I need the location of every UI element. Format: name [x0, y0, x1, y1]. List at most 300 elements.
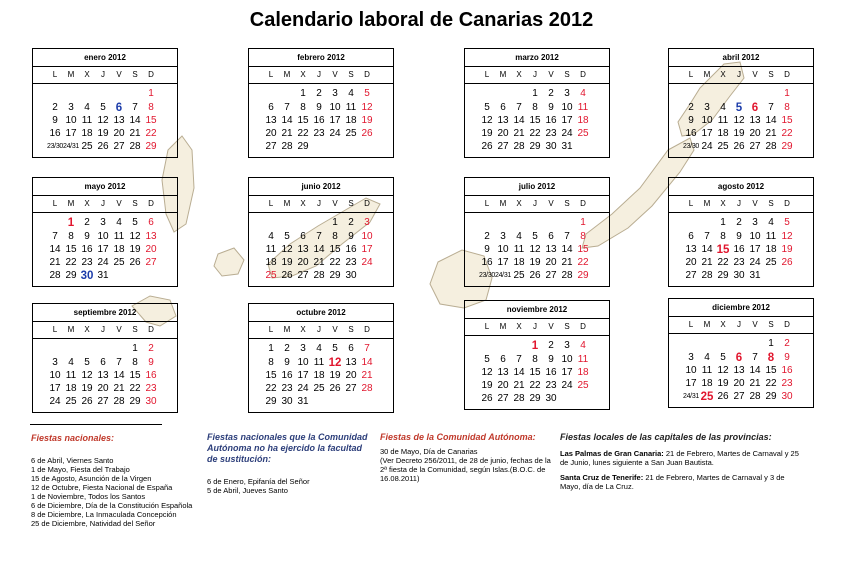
- month-calendar: [464, 48, 610, 158]
- weekday-header: L: [52, 70, 58, 79]
- day-cell: 3: [52, 357, 58, 368]
- island-la-gomera: [214, 248, 244, 276]
- weekday-header: D: [364, 70, 370, 79]
- day-cell: 27: [297, 270, 309, 281]
- day-cell: 26: [329, 383, 341, 394]
- day-cell: 4: [268, 231, 274, 242]
- day-cell: 22: [265, 383, 277, 394]
- fiestas-locales-las-palmas: [560, 449, 806, 467]
- day-cell: 29: [65, 270, 77, 281]
- day-cell: 20: [545, 257, 557, 268]
- day-cell: 6: [500, 354, 506, 365]
- day-cell: 19: [81, 383, 93, 394]
- day-cell: 26: [481, 393, 493, 404]
- day-cell: 29: [717, 270, 729, 281]
- weekday-header: D: [580, 70, 586, 79]
- weekday-header: J: [533, 199, 537, 208]
- day-cell: 7: [284, 102, 290, 113]
- day-cell: 1: [768, 338, 774, 349]
- day-cell: 4: [316, 343, 322, 354]
- days-grid: [249, 213, 393, 288]
- day-cell: 11: [577, 354, 589, 365]
- holiday-item: 6 de Diciembre, Día de la Constitución Española: [31, 501, 193, 510]
- day-cell: 15: [577, 244, 589, 255]
- day-cell: 17: [701, 128, 713, 139]
- day-cell: 12: [129, 231, 141, 242]
- day-cell: 27: [97, 396, 109, 407]
- day-cell: 10: [685, 365, 697, 376]
- day-cell: 12: [481, 115, 493, 126]
- day-cell: 8: [132, 357, 138, 368]
- day-cell: 3: [68, 102, 74, 113]
- day-cell: 1: [300, 88, 306, 99]
- day-cell: 17: [749, 244, 761, 255]
- day-cell: 6: [300, 231, 306, 242]
- weekday-header: X: [720, 70, 726, 79]
- day-cell: 11: [65, 370, 77, 381]
- fiestas-autonoma: [380, 432, 552, 483]
- day-cell: 26: [717, 391, 729, 402]
- day-cell: 7: [752, 352, 758, 363]
- day-cell: 22: [329, 257, 341, 268]
- weekday-header: D: [364, 199, 370, 208]
- day-cell: 5: [735, 102, 743, 114]
- days-grid: [249, 339, 393, 414]
- day-cell: 11: [113, 231, 125, 242]
- day-cell: 24: [49, 396, 61, 407]
- day-cell: 21: [513, 128, 525, 139]
- day-cell: 24: [701, 141, 713, 152]
- day-cell: 16: [145, 370, 157, 381]
- day-cell: 17: [561, 367, 573, 378]
- month-calendar: [464, 177, 610, 287]
- day-cell: 27: [145, 257, 157, 268]
- day-cell: 26: [361, 128, 373, 139]
- day-cell: 21: [49, 257, 61, 268]
- day-cell: 11: [81, 115, 93, 126]
- month-calendar: [464, 300, 610, 410]
- day-cell: 26: [781, 257, 793, 268]
- day-cell: 18: [65, 383, 77, 394]
- day-cell: 15: [716, 244, 730, 256]
- day-cell: 4: [516, 231, 522, 242]
- fiestas-nacionales: [31, 433, 201, 528]
- day-cell: 26: [733, 141, 745, 152]
- day-cell: 29: [297, 141, 309, 152]
- day-cell: 17: [329, 115, 341, 126]
- day-cell: 4: [348, 88, 354, 99]
- day-cell: 30: [733, 270, 745, 281]
- day-cell: 16: [49, 128, 61, 139]
- day-cell: 9: [284, 357, 290, 368]
- holiday-item: 15 de Agosto, Asunción de la Virgen: [31, 474, 152, 483]
- day-cell: 20: [145, 244, 157, 255]
- weekday-header: M: [67, 70, 75, 79]
- day-cell: 10: [49, 370, 61, 381]
- santa-cruz-text: 21 de Febrero, Martes de Carnaval y 3 de Mayo, día de La Cruz.: [560, 473, 785, 491]
- day-cell: 9: [148, 357, 154, 368]
- day-cell: 3: [704, 102, 710, 113]
- weekday-header: J: [101, 325, 105, 334]
- day-cell: 19: [781, 244, 793, 255]
- day-cell: 16: [781, 365, 793, 376]
- day-cell: 8: [532, 354, 538, 365]
- weekday-header: L: [268, 325, 274, 334]
- weekday-header: M: [283, 325, 291, 334]
- day-cell: 7: [516, 354, 522, 365]
- day-cell: 10: [297, 357, 309, 368]
- day-cell: 2: [736, 217, 742, 228]
- day-cell: 3: [752, 217, 758, 228]
- day-cell: 25: [113, 257, 125, 268]
- weekday-header: S: [348, 325, 354, 334]
- divider: [30, 424, 162, 425]
- days-grid: [465, 213, 609, 288]
- month-calendar: [248, 177, 394, 287]
- day-cell: 3: [100, 217, 106, 228]
- day-cell: 24: [97, 257, 109, 268]
- weekday-header: S: [768, 320, 774, 329]
- day-cell: 3: [564, 88, 570, 99]
- day-cell: 12: [328, 357, 342, 369]
- day-cell: 21: [113, 383, 125, 394]
- day-cell: 8: [332, 231, 338, 242]
- day-cell: 3: [688, 352, 694, 363]
- day-cell: 7: [564, 231, 570, 242]
- weekday-header: V: [116, 70, 122, 79]
- day-cell: 4: [84, 102, 90, 113]
- holiday-item: 12 de Octubre, Fiesta Nacional de España: [31, 483, 173, 492]
- month-title: noviembre 2012: [465, 301, 609, 319]
- day-cell: 30: [145, 396, 157, 407]
- day-cell: 15: [265, 370, 277, 381]
- day-cell: 17: [97, 244, 109, 255]
- day-cell: 7: [116, 357, 122, 368]
- day-cell: 29: [781, 141, 793, 152]
- day-cell: 2: [784, 338, 790, 349]
- weekday-header: D: [148, 325, 154, 334]
- day-cell: 9: [548, 354, 554, 365]
- day-cell: 24: [561, 380, 573, 391]
- day-cell: 9: [84, 231, 90, 242]
- weekday-header: V: [332, 325, 338, 334]
- day-cell: 17: [297, 370, 309, 381]
- month-title: enero 2012: [33, 49, 177, 67]
- day-cell: 29: [529, 141, 541, 152]
- day-cell: 5: [532, 231, 538, 242]
- day-cell: 7: [316, 231, 322, 242]
- holiday-item: (Ver Decreto 256/2011, de 28 de junio, fechas de la 2ª fiesta de la Comunidad, según Islas.(B.O.C. de 16.08.2011): [380, 456, 551, 483]
- day-cell: 3: [332, 88, 338, 99]
- day-cell: 23/30: [682, 143, 700, 150]
- day-cell: 1: [720, 217, 726, 228]
- day-cell: 14: [313, 244, 325, 255]
- weekday-header: J: [317, 70, 321, 79]
- weekday-header: M: [499, 70, 507, 79]
- day-cell: 8: [580, 231, 586, 242]
- weekday-header: M: [703, 320, 711, 329]
- day-cell: 23: [81, 257, 93, 268]
- weekday-header: X: [300, 325, 306, 334]
- day-cell: 15: [297, 115, 309, 126]
- weekday-header: L: [484, 322, 490, 331]
- day-cell: 4: [68, 357, 74, 368]
- weekday-header: J: [101, 199, 105, 208]
- day-cell: 24: [749, 257, 761, 268]
- weekday-header: J: [533, 322, 537, 331]
- day-cell: 4: [116, 217, 122, 228]
- weekday-header: L: [688, 320, 694, 329]
- day-cell: 10: [97, 231, 109, 242]
- day-cell: 7: [132, 102, 138, 113]
- day-cell: 5: [484, 354, 490, 365]
- month-title: febrero 2012: [249, 49, 393, 67]
- fiestas-autonoma-heading: Fiestas de la Comunidad Autónoma:: [380, 432, 536, 442]
- weekday-header: D: [580, 199, 586, 208]
- day-cell: 1: [67, 217, 75, 229]
- weekday-header-row: [465, 319, 609, 336]
- day-cell: 14: [513, 115, 525, 126]
- day-cell: 21: [129, 128, 141, 139]
- day-cell: 9: [316, 102, 322, 113]
- day-cell: 8: [300, 102, 306, 113]
- day-cell: 7: [704, 231, 710, 242]
- day-cell: 1: [132, 343, 138, 354]
- fiestas-sustitucion-heading: Fiestas nacionales que la Comunidad Autónoma no ha ejercido la facultad de sustitución:: [207, 432, 368, 464]
- day-cell: 13: [685, 244, 697, 255]
- day-cell: 22: [529, 128, 541, 139]
- weekday-header: X: [84, 199, 90, 208]
- day-cell: 17: [361, 244, 373, 255]
- day-cell: 11: [345, 102, 357, 113]
- day-cell: 8: [148, 102, 154, 113]
- day-cell: 16: [81, 244, 93, 255]
- day-cell: 18: [313, 370, 325, 381]
- weekday-header: X: [84, 70, 90, 79]
- weekday-header: S: [564, 322, 570, 331]
- day-cell: 20: [685, 257, 697, 268]
- day-cell: 11: [717, 115, 729, 126]
- fiestas-locales-santa-cruz: [560, 473, 806, 491]
- day-cell: 7: [768, 102, 774, 113]
- day-cell: 23/30: [46, 143, 64, 150]
- day-cell: 6: [751, 102, 759, 114]
- month-calendar: [248, 48, 394, 158]
- day-cell: 11: [265, 244, 277, 255]
- day-cell: 25: [765, 257, 777, 268]
- weekday-header: D: [784, 70, 790, 79]
- day-cell: 4: [768, 217, 774, 228]
- day-cell: 3: [564, 340, 570, 351]
- day-cell: 1: [332, 217, 338, 228]
- las-palmas-label: Las Palmas de Gran Canaria:: [560, 449, 664, 458]
- day-cell: 14: [513, 367, 525, 378]
- day-cell: 20: [749, 128, 761, 139]
- weekday-header: V: [752, 199, 758, 208]
- day-cell: 14: [749, 365, 761, 376]
- weekday-header: L: [52, 199, 58, 208]
- holiday-item: 6 de Enero, Epifanía del Señor: [207, 477, 310, 486]
- day-cell: 16: [281, 370, 293, 381]
- weekday-header: D: [364, 325, 370, 334]
- weekday-header-row: [249, 196, 393, 213]
- day-cell: 22: [145, 128, 157, 139]
- weekday-header-row: [465, 196, 609, 213]
- weekday-header: S: [564, 70, 570, 79]
- day-cell: 21: [281, 128, 293, 139]
- day-cell: 12: [733, 115, 745, 126]
- day-cell: 13: [345, 357, 357, 368]
- day-cell: 23: [781, 378, 793, 389]
- day-cell: 18: [577, 367, 589, 378]
- weekday-header-row: [669, 67, 813, 84]
- day-cell: 25: [313, 383, 325, 394]
- day-cell: 27: [497, 393, 509, 404]
- day-cell: 15: [145, 115, 157, 126]
- fiestas-autonoma-list: [380, 447, 552, 483]
- day-cell: 30: [281, 396, 293, 407]
- day-cell: 22: [129, 383, 141, 394]
- weekday-header: J: [317, 199, 321, 208]
- day-cell: 9: [348, 231, 354, 242]
- day-cell: 13: [145, 231, 157, 242]
- day-cell: 18: [345, 115, 357, 126]
- days-grid: [249, 84, 393, 159]
- day-cell: 28: [129, 141, 141, 152]
- holiday-item: 5 de Abril, Jueves Santo: [207, 486, 288, 495]
- day-cell: 9: [688, 115, 694, 126]
- weekday-header: S: [348, 199, 354, 208]
- day-cell: 10: [329, 102, 341, 113]
- day-cell: 16: [545, 115, 557, 126]
- weekday-header: J: [101, 70, 105, 79]
- day-cell: 25: [577, 380, 589, 391]
- day-cell: 2: [84, 217, 90, 228]
- day-cell: 2: [548, 340, 554, 351]
- weekday-header: J: [533, 70, 537, 79]
- day-cell: 10: [497, 244, 509, 255]
- day-cell: 22: [717, 257, 729, 268]
- fiestas-sustitucion-list: [207, 477, 372, 495]
- day-cell: 22: [529, 380, 541, 391]
- day-cell: 27: [749, 141, 761, 152]
- day-cell: 29: [145, 141, 157, 152]
- day-cell: 12: [481, 367, 493, 378]
- day-cell: 25: [717, 141, 729, 152]
- weekday-header: X: [300, 199, 306, 208]
- day-cell: 19: [129, 244, 141, 255]
- weekday-header-row: [669, 196, 813, 213]
- day-cell: 8: [720, 231, 726, 242]
- month-calendar: [32, 48, 178, 158]
- day-cell: 6: [548, 231, 554, 242]
- day-cell: 24/31: [62, 143, 80, 150]
- day-cell: 28: [765, 141, 777, 152]
- day-cell: 6: [735, 352, 743, 364]
- day-cell: 8: [268, 357, 274, 368]
- weekday-header: X: [516, 322, 522, 331]
- day-cell: 16: [313, 115, 325, 126]
- day-cell: 17: [561, 115, 573, 126]
- day-cell: 23/30: [478, 272, 496, 279]
- day-cell: 29: [329, 270, 341, 281]
- day-cell: 11: [513, 244, 525, 255]
- day-cell: 31: [297, 396, 309, 407]
- month-title: marzo 2012: [465, 49, 609, 67]
- las-palmas-text: 21 de Febrero, Martes de Carnaval y 25 de Junio, lunes siguiente a San Juan Bautista.: [560, 449, 799, 467]
- day-cell: 19: [281, 257, 293, 268]
- day-cell: 16: [481, 257, 493, 268]
- day-cell: 19: [481, 380, 493, 391]
- day-cell: 10: [65, 115, 77, 126]
- day-cell: 7: [516, 102, 522, 113]
- weekday-header: V: [752, 320, 758, 329]
- day-cell: 24: [361, 257, 373, 268]
- day-cell: 20: [497, 380, 509, 391]
- day-cell: 10: [361, 231, 373, 242]
- day-cell: 7: [364, 343, 370, 354]
- day-cell: 24: [297, 383, 309, 394]
- days-grid: [669, 334, 813, 409]
- day-cell: 27: [265, 141, 277, 152]
- day-cell: 5: [132, 217, 138, 228]
- day-cell: 5: [284, 231, 290, 242]
- day-cell: 13: [749, 115, 761, 126]
- day-cell: 27: [685, 270, 697, 281]
- month-title: septiembre 2012: [33, 304, 177, 322]
- day-cell: 21: [701, 257, 713, 268]
- month-calendar: [248, 303, 394, 413]
- day-cell: 13: [497, 115, 509, 126]
- fiestas-nacionales-heading: Fiestas nacionales:: [31, 433, 115, 443]
- day-cell: 23: [545, 380, 557, 391]
- month-title: junio 2012: [249, 178, 393, 196]
- day-cell: 7: [52, 231, 58, 242]
- day-cell: 15: [129, 370, 141, 381]
- weekday-header: J: [737, 320, 741, 329]
- day-cell: 20: [345, 370, 357, 381]
- day-cell: 14: [701, 244, 713, 255]
- day-cell: 24: [329, 128, 341, 139]
- day-cell: 10: [701, 115, 713, 126]
- day-cell: 5: [720, 352, 726, 363]
- day-cell: 4: [580, 340, 586, 351]
- weekday-header: V: [332, 199, 338, 208]
- day-cell: 12: [717, 365, 729, 376]
- day-cell: 13: [733, 365, 745, 376]
- day-cell: 5: [84, 357, 90, 368]
- day-cell: 3: [364, 217, 370, 228]
- weekday-header: X: [516, 70, 522, 79]
- day-cell: 15: [329, 244, 341, 255]
- weekday-header: V: [116, 325, 122, 334]
- day-cell: 30: [345, 270, 357, 281]
- weekday-header-row: [465, 67, 609, 84]
- day-cell: 18: [513, 257, 525, 268]
- day-cell: 4: [704, 352, 710, 363]
- day-cell: 14: [49, 244, 61, 255]
- day-cell: 16: [345, 244, 357, 255]
- day-cell: 2: [316, 88, 322, 99]
- day-cell: 12: [97, 115, 109, 126]
- day-cell: 2: [348, 217, 354, 228]
- day-cell: 16: [733, 244, 745, 255]
- day-cell: 22: [577, 257, 589, 268]
- day-cell: 15: [765, 365, 777, 376]
- day-cell: 19: [361, 115, 373, 126]
- day-cell: 30: [781, 391, 793, 402]
- day-cell: 27: [345, 383, 357, 394]
